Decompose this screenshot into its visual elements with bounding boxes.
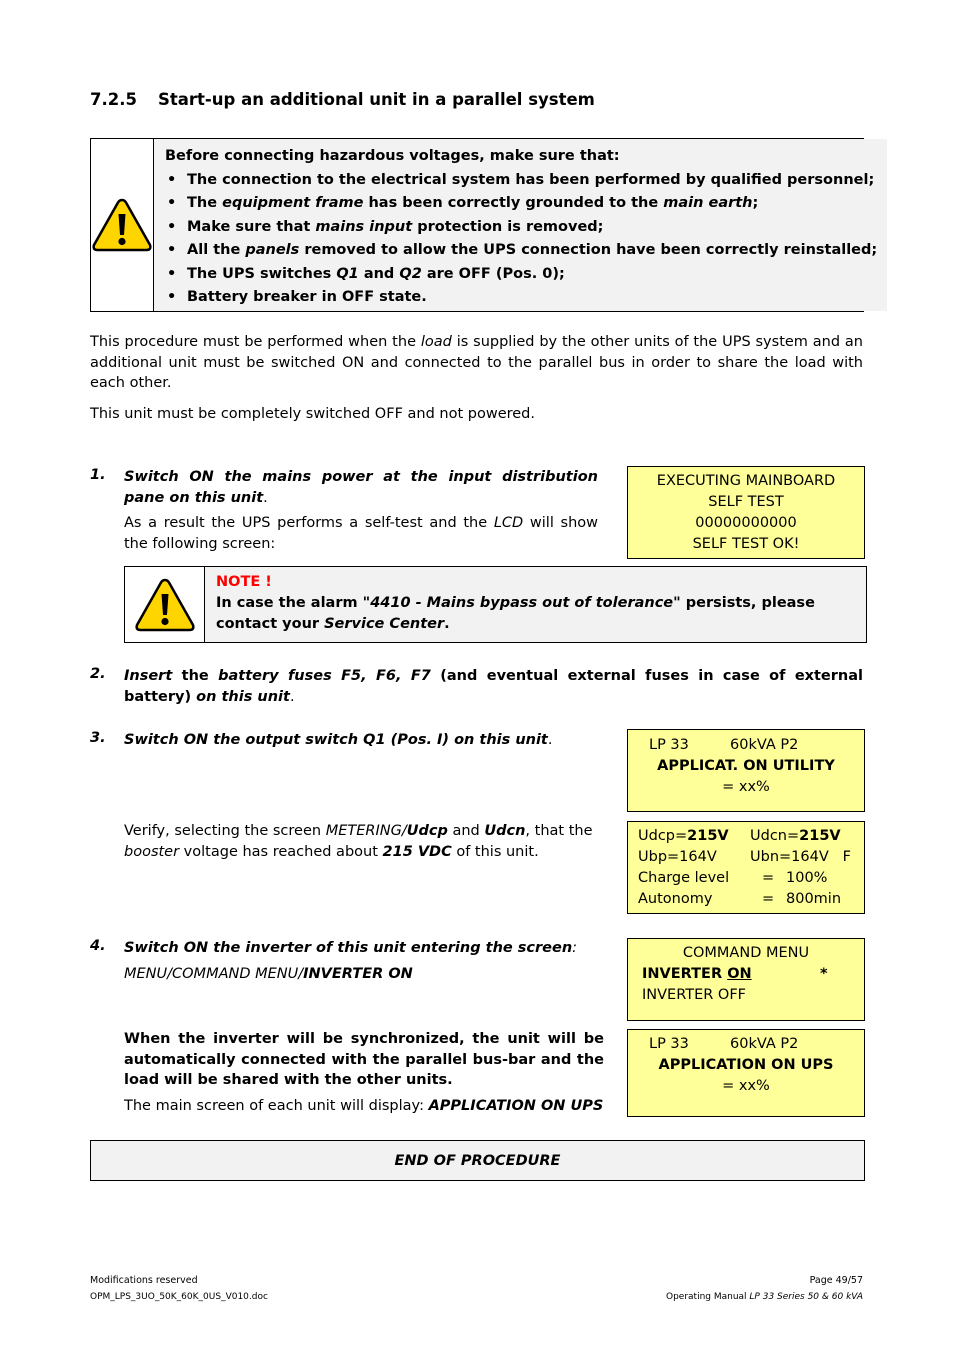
note-title: NOTE ! xyxy=(216,574,272,590)
section-title: Start-up an additional unit in a parallel system xyxy=(158,90,595,109)
note-body: In case the alarm "4410 - Mains bypass out of tolerance" persists, please contact your Service Center. xyxy=(216,595,815,632)
step-1-number: 1. xyxy=(90,467,106,483)
warning-item: • The UPS switches Q1 and Q2 are OFF (Pos. 0); xyxy=(165,263,877,287)
step-3-number: 3. xyxy=(90,730,106,746)
lcd-self-test-screen xyxy=(627,466,865,559)
lcd-menu-item-inverter-on: INVERTER ON * xyxy=(642,966,828,982)
lcd-line: Udcp=215V Udcn=215V xyxy=(638,828,841,844)
warning-item: • Make sure that mains input protection is removed; xyxy=(165,216,877,240)
lcd-line: SELF TEST OK! xyxy=(692,536,800,552)
section-heading xyxy=(90,90,595,109)
step-3-title: Switch ON the output switch Q1 (Pos. I) on this unit. xyxy=(124,732,553,748)
lcd-application-ups-screen xyxy=(627,1029,865,1117)
lcd-utility-screen xyxy=(627,729,865,812)
intro-paragraph: This procedure must be performed when the load is supplied by the other units of the UPS system and an additional unit must be switched ON and connected to the parallel bus in order to share the load with each other. xyxy=(90,334,863,391)
footer-filename: OPM_LPS_3UO_50K_60K_0US_V010.doc xyxy=(90,1292,268,1302)
lcd-line: LP 33 60kVA P2 xyxy=(649,737,799,753)
step-4-menu-path: MENU/COMMAND MENU/INVERTER ON xyxy=(124,966,413,982)
lcd-status: APPLICAT. ON UTILITY xyxy=(657,758,835,774)
step-4-sync-text: When the inverter will be synchronized, the unit will be automatically connected with the parallel bus-bar and the load will be shared with the other units. xyxy=(124,1031,604,1088)
lcd-menu-item-inverter-off: INVERTER OFF xyxy=(642,987,747,1003)
warning-triangle-icon xyxy=(134,577,196,633)
lcd-command-menu-screen xyxy=(627,938,865,1021)
section-number: 7.2.5 xyxy=(90,90,137,109)
lcd-metering-screen xyxy=(627,821,865,914)
lcd-line: SELF TEST xyxy=(708,494,784,510)
unit-off-paragraph: This unit must be completely switched OFF and not powered. xyxy=(90,406,535,422)
warning-triangle-icon xyxy=(91,197,153,253)
lcd-line: Ubp=164V Ubn=164V F xyxy=(638,849,851,865)
warning-text xyxy=(154,139,887,311)
step-4-title: Switch ON the inverter of this unit entering the screen: xyxy=(124,940,578,956)
warning-item: • The connection to the electrical system has been performed by qualified personnel; xyxy=(165,169,877,193)
warning-list xyxy=(165,169,877,310)
step-4-main-screen-text: The main screen of each unit will display: APPLICATION ON UPS xyxy=(124,1098,604,1114)
lcd-load: = xx% xyxy=(722,1078,770,1094)
lcd-status: APPLICATION ON UPS xyxy=(658,1057,834,1073)
lcd-line: Autonomy = 800min xyxy=(638,891,842,907)
step-2-number: 2. xyxy=(90,666,106,682)
note-icon-cell xyxy=(125,567,205,642)
footer-modifications: Modifications reserved xyxy=(90,1275,198,1286)
lcd-menu-title: COMMAND MENU xyxy=(682,945,810,961)
step-3-verify-text: Verify, selecting the screen METERING/Udcp and Udcn, that the booster voltage has reached about 215 VDC of this unit. xyxy=(124,823,593,860)
lcd-line: LP 33 60kVA P2 xyxy=(649,1036,799,1052)
warning-item: • Battery breaker in OFF state. xyxy=(165,286,877,310)
lcd-line: EXECUTING MAINBOARD xyxy=(656,473,836,489)
step-1-text: As a result the UPS performs a self-test and the LCD will show the following screen: xyxy=(124,515,598,552)
step-1-title: Switch ON the mains power at the input distribution pane on this unit. xyxy=(124,469,598,506)
warning-box xyxy=(90,138,878,312)
note-box xyxy=(124,566,867,643)
warning-intro: Before connecting hazardous voltages, make sure that: xyxy=(165,148,620,164)
lcd-line: Charge level = 100% xyxy=(638,870,828,886)
warning-item: • The equipment frame has been correctly grounded to the main earth; xyxy=(165,192,877,216)
warning-icon-cell xyxy=(91,139,154,311)
step-2-text: Insert the battery fuses F5, F6, F7 (and eventual external fuses in case of external battery) on this unit. xyxy=(124,668,863,705)
end-of-procedure-box: END OF PROCEDURE xyxy=(90,1140,865,1181)
footer-manual-title: Operating Manual LP 33 Series 50 & 60 kVA xyxy=(666,1292,863,1302)
lcd-load: = xx% xyxy=(722,779,770,795)
warning-item: • All the panels removed to allow the UPS connection have been correctly reinstalled; xyxy=(165,239,877,263)
step-4-number: 4. xyxy=(90,938,106,954)
note-text xyxy=(205,567,866,642)
lcd-line: 00000000000 xyxy=(695,515,797,531)
footer-page-number: Page 49/57 xyxy=(809,1275,863,1286)
